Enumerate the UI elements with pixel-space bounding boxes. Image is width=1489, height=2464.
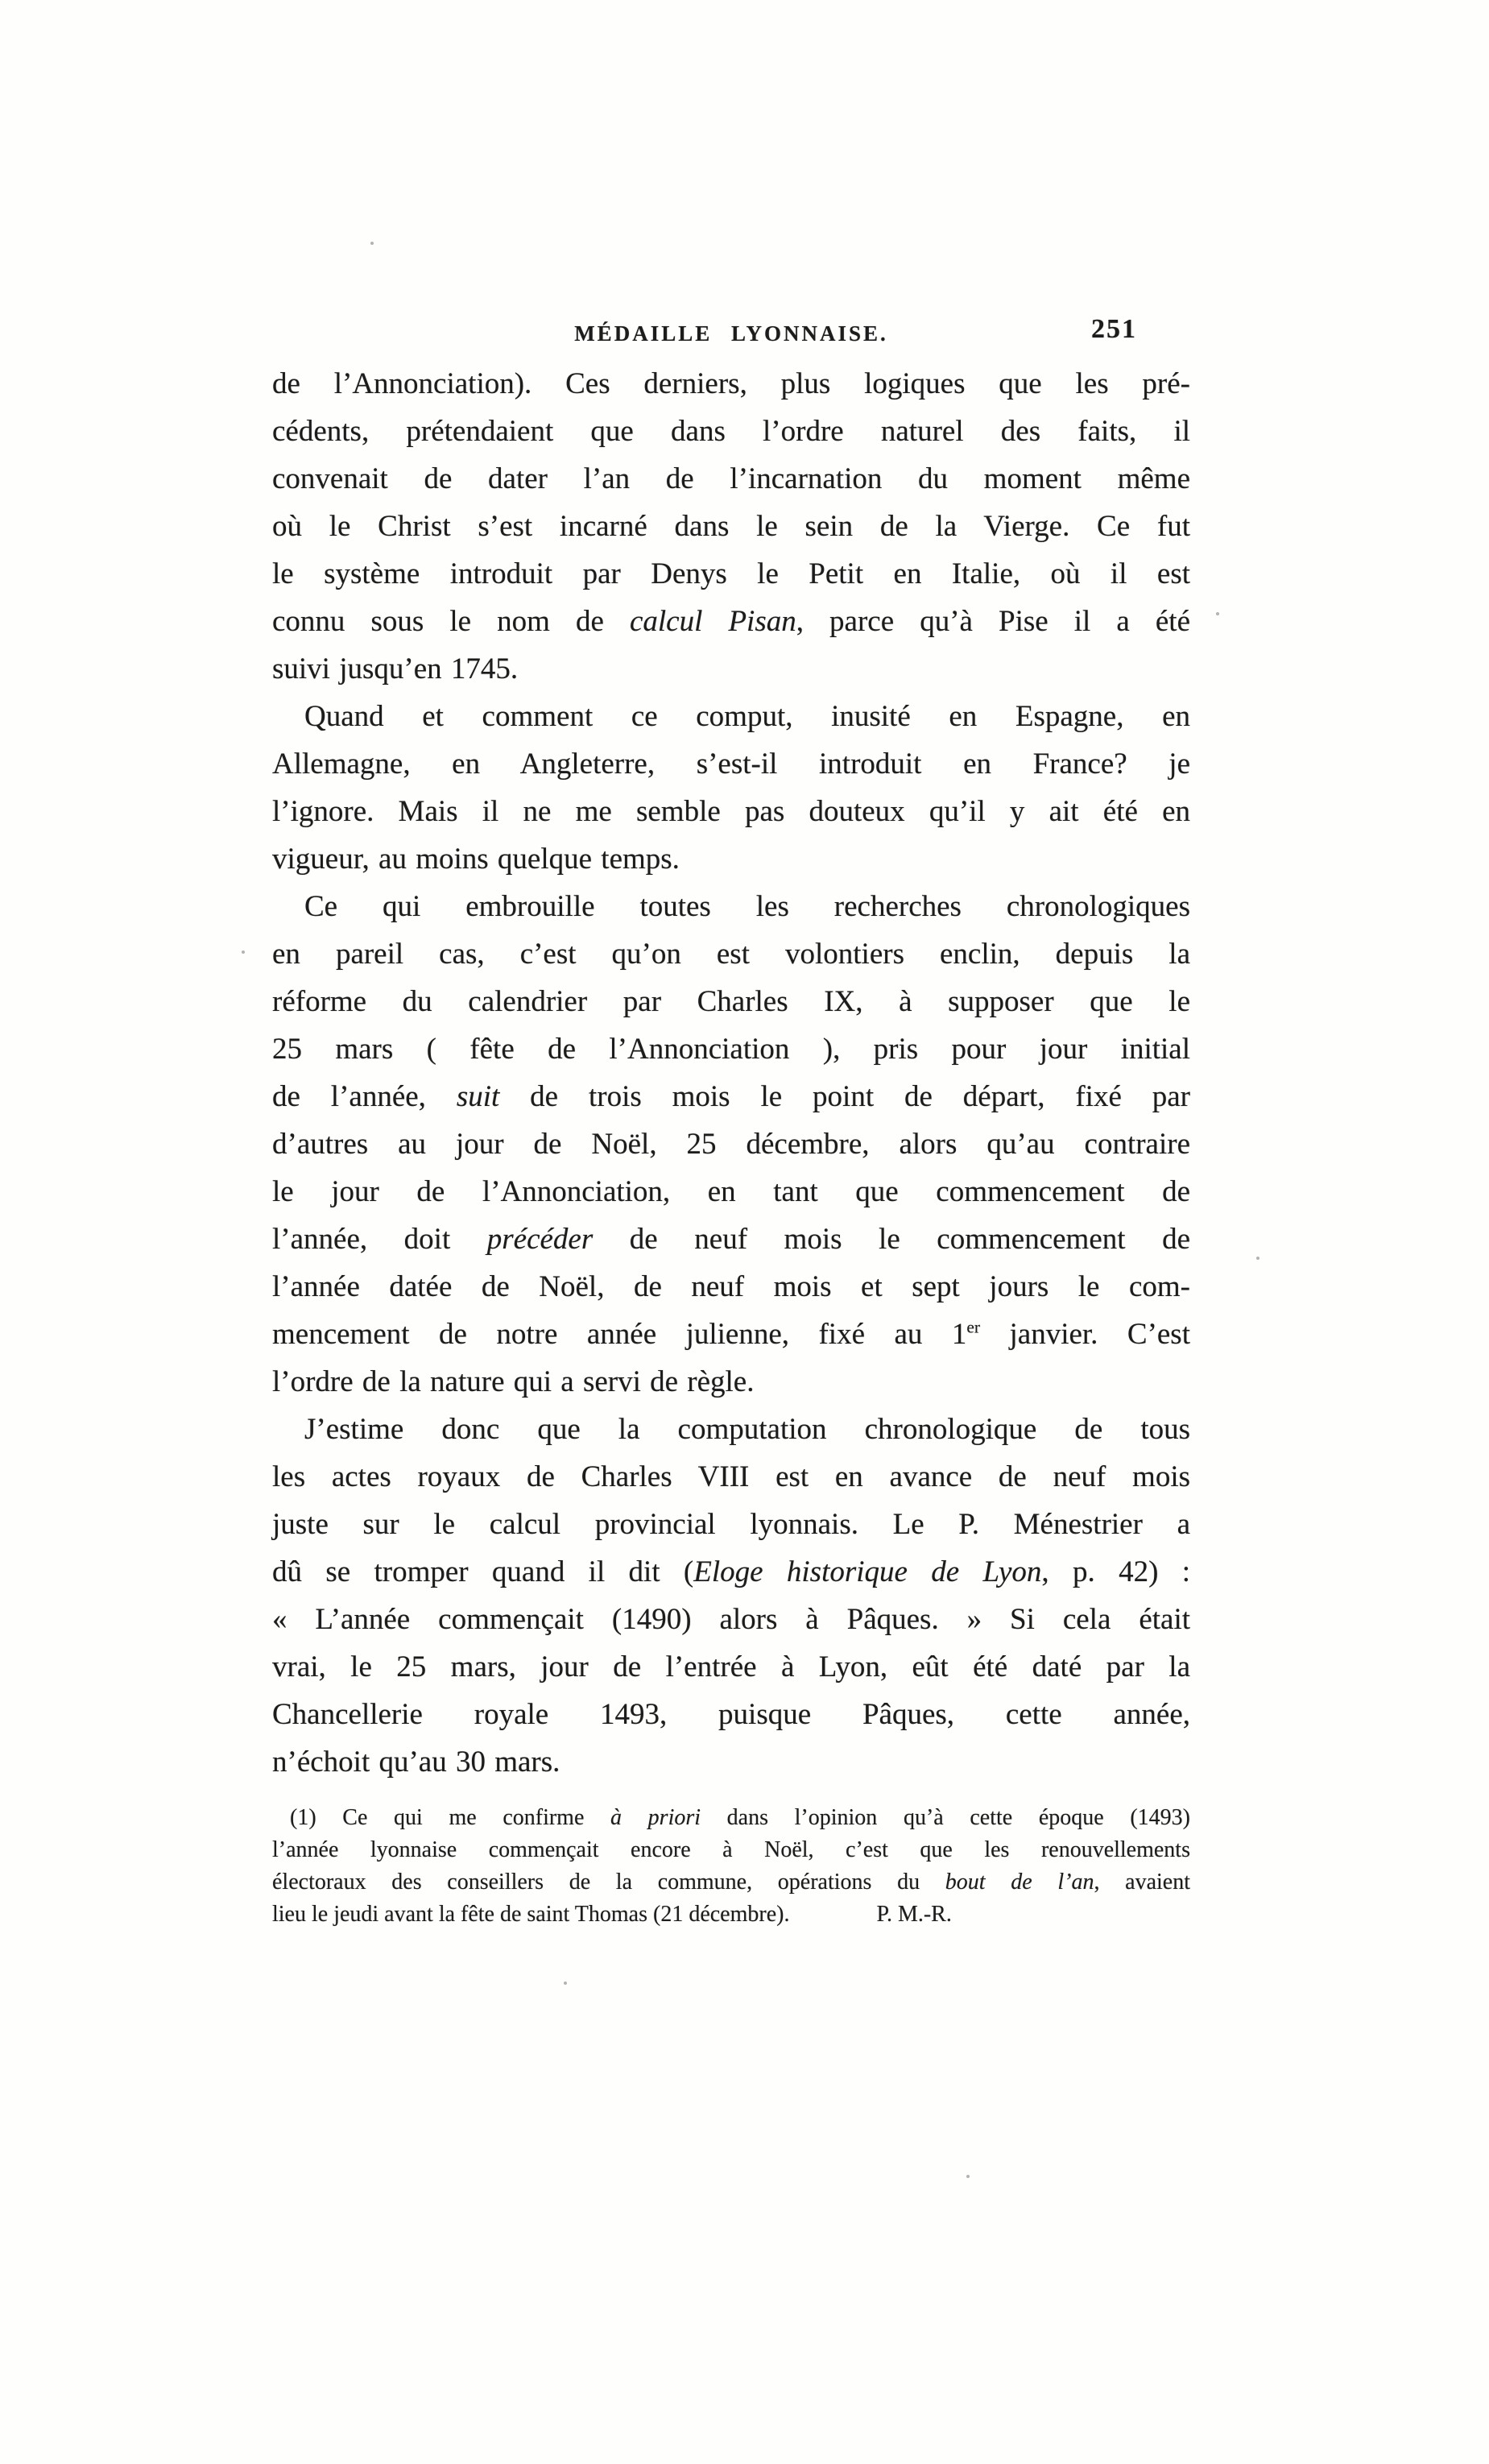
text-line bbox=[272, 835, 1190, 883]
text-segment: réforme du calendrier par Charles IX, à supposer que le bbox=[272, 985, 1190, 1018]
text-segment: Quand et comment ce comput, inusité en Espagne, en bbox=[304, 700, 1190, 733]
text-segment: n’échoit qu’au 30 mars. bbox=[272, 1746, 560, 1779]
text-line bbox=[272, 693, 1190, 740]
text-line bbox=[272, 1866, 1190, 1899]
text-segment: suivi jusqu’en 1745. bbox=[272, 652, 519, 685]
text-segment: , p. 42) : bbox=[1041, 1555, 1190, 1588]
text-line bbox=[272, 1406, 1190, 1453]
text-segment: de l’Annonciation). Ces derniers, plus logiques que les pré- bbox=[272, 367, 1190, 400]
body-text bbox=[272, 360, 1190, 1786]
paragraph bbox=[272, 883, 1190, 1406]
text-segment: électoraux des conseillers de la commune, opérations du bbox=[272, 1870, 945, 1895]
italic-text: Eloge historique de Lyon bbox=[693, 1555, 1042, 1588]
text-line bbox=[272, 1501, 1190, 1548]
text-segment: connu sous le nom de bbox=[272, 605, 630, 638]
text-segment: de l’année, bbox=[272, 1080, 457, 1113]
text-segment: de trois mois le point de départ, fixé par bbox=[499, 1080, 1191, 1113]
text-segment: J’estime donc que la computation chronologique de tous bbox=[304, 1413, 1190, 1446]
text-line bbox=[272, 455, 1190, 503]
text-line bbox=[272, 1834, 1190, 1866]
text-segment: le jour de l’Annonciation, en tant que commencement de bbox=[272, 1175, 1190, 1208]
text-line bbox=[272, 1120, 1190, 1168]
text-line bbox=[272, 1548, 1190, 1596]
text-line bbox=[272, 408, 1190, 455]
text-segment: l’ordre de la nature qui a servi de règle. bbox=[272, 1365, 755, 1398]
text-segment: d’autres au jour de Noël, 25 décembre, alors qu’au contraire bbox=[272, 1128, 1190, 1161]
text-line bbox=[272, 360, 1190, 408]
footnote-signature: P. M.-R. bbox=[876, 1902, 952, 1927]
text-segment: cédents, prétendaient que dans l’ordre naturel des faits, il bbox=[272, 415, 1190, 448]
text-segment: le système introduit par Denys le Petit en Italie, où il est bbox=[272, 557, 1190, 590]
text-line bbox=[272, 1691, 1190, 1738]
text-segment: en pareil cas, c’est qu’on est volontiers enclin, depuis la bbox=[272, 938, 1190, 971]
text-segment: dû se tromper quand il dit ( bbox=[272, 1555, 694, 1588]
text-line bbox=[272, 503, 1190, 550]
footnote bbox=[272, 1802, 1190, 1931]
text-line bbox=[272, 1643, 1190, 1691]
page-number: 251 bbox=[1091, 314, 1137, 344]
italic-text: suit bbox=[456, 1080, 500, 1113]
text-line bbox=[272, 740, 1190, 788]
italic-text: à priori bbox=[610, 1805, 701, 1830]
text-line bbox=[272, 1358, 1190, 1406]
text-segment: Ce qui embrouille toutes les recherches chronologiques bbox=[304, 890, 1190, 923]
text-segment: (1) Ce qui me confirme bbox=[290, 1805, 611, 1830]
italic-text: précéder bbox=[486, 1223, 594, 1256]
text-line bbox=[272, 1215, 1190, 1263]
text-line bbox=[272, 883, 1190, 930]
text-line bbox=[272, 978, 1190, 1025]
text-line bbox=[272, 930, 1190, 978]
text-segment: où le Christ s’est incarné dans le sein de la Vierge. Ce fut bbox=[272, 510, 1190, 543]
text-segment: l’année lyonnaise commençait encore à Noël, c’est que les renouvellements bbox=[272, 1837, 1190, 1862]
italic-text: calcul Pisan bbox=[629, 605, 796, 638]
text-line bbox=[272, 1596, 1190, 1643]
text-line bbox=[272, 550, 1190, 598]
running-header bbox=[272, 314, 1190, 351]
text-segment: janvier. C’est bbox=[980, 1318, 1190, 1351]
text-segment: vrai, le 25 mars, jour de l’entrée à Lyon, eût été daté par la bbox=[272, 1650, 1190, 1683]
text-segment: juste sur le calcul provincial lyonnais. Le P. Ménestrier a bbox=[272, 1508, 1190, 1541]
text-segment: de neuf mois le commencement de bbox=[593, 1223, 1190, 1256]
page-title: MÉDAILLE LYONNAISE. bbox=[574, 321, 888, 346]
text-segment: convenait de dater l’an de l’incarnation du moment même bbox=[272, 462, 1190, 495]
text-line bbox=[272, 1025, 1190, 1073]
text-segment: les actes royaux de Charles VIII est en avance de neuf mois bbox=[272, 1460, 1190, 1493]
text-segment: Allemagne, en Angleterre, s’est-il introduit en France? je bbox=[272, 747, 1190, 781]
text-line bbox=[272, 1453, 1190, 1501]
text-segment: « L’année commençait (1490) alors à Pâques. » Si cela était bbox=[272, 1603, 1190, 1636]
text-line bbox=[272, 645, 1190, 693]
text-segment: mencement de notre année julienne, fixé au 1 bbox=[272, 1318, 967, 1351]
text-line bbox=[272, 1073, 1190, 1120]
text-line bbox=[272, 1263, 1190, 1311]
text-segment: l’année datée de Noël, de neuf mois et sept jours le com- bbox=[272, 1270, 1190, 1303]
text-line bbox=[272, 1899, 1190, 1931]
text-segment: dans l’opinion qu’à cette époque (1493) bbox=[701, 1805, 1190, 1830]
superscript-text: er bbox=[966, 1317, 981, 1337]
text-line bbox=[272, 1802, 1190, 1834]
text-segment: , parce qu’à Pise il a été bbox=[796, 605, 1191, 638]
text-segment: , avaient bbox=[1094, 1870, 1191, 1895]
italic-text: bout de l’an bbox=[945, 1870, 1094, 1895]
text-segment: l’année, doit bbox=[272, 1223, 487, 1256]
text-segment: Chancellerie royale 1493, puisque Pâques, cette année, bbox=[272, 1698, 1190, 1731]
text-line bbox=[272, 788, 1190, 835]
text-line bbox=[272, 1168, 1190, 1215]
text-segment: l’ignore. Mais il ne me semble pas douteux qu’il y ait été en bbox=[272, 795, 1190, 828]
text-segment: vigueur, au moins quelque temps. bbox=[272, 843, 680, 876]
text-segment: 25 mars ( fête de l’Annonciation ), pris pour jour initial bbox=[272, 1033, 1190, 1066]
text-line bbox=[272, 598, 1190, 645]
text-line bbox=[272, 1311, 1190, 1358]
paragraph bbox=[272, 1406, 1190, 1786]
text-line bbox=[272, 1738, 1190, 1786]
text-segment: lieu le jeudi avant la fête de saint Thomas (21 décembre). bbox=[272, 1902, 790, 1927]
paragraph bbox=[272, 693, 1190, 883]
paragraph bbox=[272, 360, 1190, 693]
